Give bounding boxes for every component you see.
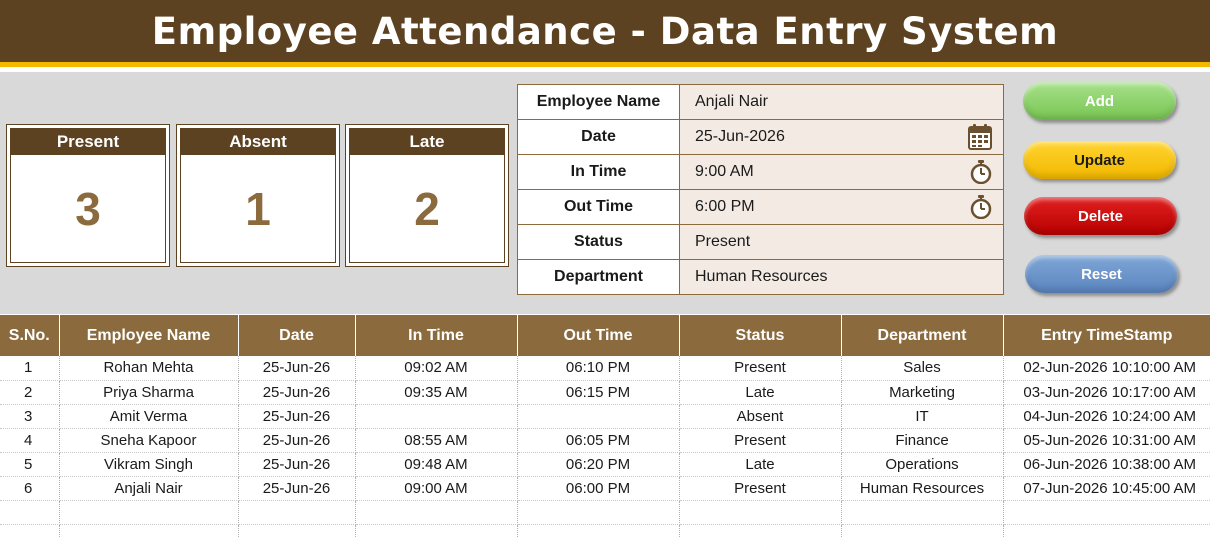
sno-cell[interactable]: 4 bbox=[0, 428, 59, 452]
out-time-cell[interactable]: 06:05 PM bbox=[517, 428, 679, 452]
department-cell[interactable] bbox=[841, 524, 1003, 537]
form-row-in-time bbox=[518, 155, 1004, 190]
out-time-cell[interactable] bbox=[517, 404, 679, 428]
status-cell[interactable]: Late bbox=[679, 380, 841, 404]
status-cell[interactable]: Late bbox=[679, 452, 841, 476]
form-row-employee-name bbox=[518, 85, 1004, 120]
form-row-status bbox=[518, 225, 1004, 260]
col-header-in-time[interactable]: In Time bbox=[355, 315, 517, 356]
timestamp-cell[interactable] bbox=[1003, 524, 1210, 537]
timestamp-cell[interactable]: 03-Jun-2026 10:17:00 AM bbox=[1003, 380, 1210, 404]
sno-cell[interactable]: 3 bbox=[0, 404, 59, 428]
status-cell[interactable] bbox=[679, 500, 841, 524]
col-header-employee-name[interactable]: Employee Name bbox=[59, 315, 238, 356]
department-cell[interactable]: Human Resources bbox=[841, 476, 1003, 500]
table-header-row bbox=[0, 315, 1210, 356]
status-field[interactable] bbox=[680, 225, 1004, 260]
date-cell[interactable]: 25-Jun-26 bbox=[238, 404, 355, 428]
out-time-cell[interactable]: 06:20 PM bbox=[517, 452, 679, 476]
calendar-icon[interactable] bbox=[968, 124, 992, 150]
timestamp-cell[interactable]: 06-Jun-2026 10:38:00 AM bbox=[1003, 452, 1210, 476]
date-field[interactable] bbox=[680, 120, 1004, 155]
date-cell[interactable]: 25-Jun-26 bbox=[238, 428, 355, 452]
in-time-cell[interactable] bbox=[355, 524, 517, 537]
in-time-cell[interactable]: 09:48 AM bbox=[355, 452, 517, 476]
form-row-out-time bbox=[518, 190, 1004, 225]
table-body bbox=[0, 356, 1210, 537]
department-cell[interactable] bbox=[841, 500, 1003, 524]
absent-card-value: 1 bbox=[245, 182, 271, 235]
status-label: Status bbox=[518, 225, 680, 260]
employee-name-cell[interactable]: Rohan Mehta bbox=[59, 356, 238, 380]
employee-name-cell[interactable]: Anjali Nair bbox=[59, 476, 238, 500]
in-time-cell[interactable]: 09:02 AM bbox=[355, 356, 517, 380]
employee-name-cell[interactable]: Priya Sharma bbox=[59, 380, 238, 404]
out-time-value: 6:00 PM bbox=[695, 198, 755, 215]
present-card-label: Present bbox=[11, 129, 165, 155]
sno-cell[interactable] bbox=[0, 500, 59, 524]
stopwatch-icon[interactable] bbox=[970, 195, 992, 219]
department-label: Department bbox=[518, 260, 680, 295]
col-header-date[interactable]: Date bbox=[238, 315, 355, 356]
absent-summary-card bbox=[176, 124, 340, 267]
sno-cell[interactable] bbox=[0, 524, 59, 537]
late-summary-card bbox=[345, 124, 509, 267]
timestamp-cell[interactable]: 07-Jun-2026 10:45:00 AM bbox=[1003, 476, 1210, 500]
timestamp-cell[interactable]: 04-Jun-2026 10:24:00 AM bbox=[1003, 404, 1210, 428]
status-cell[interactable]: Present bbox=[679, 428, 841, 452]
col-header-status[interactable]: Status bbox=[679, 315, 841, 356]
department-field[interactable] bbox=[680, 260, 1004, 295]
date-cell[interactable]: 25-Jun-26 bbox=[238, 476, 355, 500]
in-time-cell[interactable]: 09:35 AM bbox=[355, 380, 517, 404]
timestamp-cell[interactable]: 05-Jun-2026 10:31:00 AM bbox=[1003, 428, 1210, 452]
table-row[interactable] bbox=[0, 428, 1210, 452]
in-time-field[interactable] bbox=[680, 155, 1004, 190]
in-time-cell[interactable]: 08:55 AM bbox=[355, 428, 517, 452]
attendance-table bbox=[0, 315, 1210, 537]
col-header-out-time[interactable]: Out Time bbox=[517, 315, 679, 356]
status-value: Present bbox=[695, 233, 751, 250]
out-time-cell[interactable]: 06:00 PM bbox=[517, 476, 679, 500]
title-bar bbox=[0, 0, 1210, 67]
employee-name-cell[interactable]: Amit Verma bbox=[59, 404, 238, 428]
late-card-value: 2 bbox=[414, 182, 440, 235]
col-header-entry-timestamp[interactable]: Entry TimeStamp bbox=[1003, 315, 1210, 356]
sno-cell[interactable]: 2 bbox=[0, 380, 59, 404]
present-card-value: 3 bbox=[75, 182, 101, 235]
table-row[interactable] bbox=[0, 404, 1210, 428]
form-row-date bbox=[518, 120, 1004, 155]
status-cell[interactable]: Present bbox=[679, 356, 841, 380]
table-row[interactable] bbox=[0, 476, 1210, 500]
sno-cell[interactable]: 5 bbox=[0, 452, 59, 476]
in-time-value: 9:00 AM bbox=[695, 163, 754, 180]
in-time-cell[interactable]: 09:00 AM bbox=[355, 476, 517, 500]
date-cell[interactable] bbox=[238, 524, 355, 537]
out-time-cell[interactable] bbox=[517, 524, 679, 537]
absent-card-label: Absent bbox=[181, 129, 335, 155]
date-cell[interactable]: 25-Jun-26 bbox=[238, 452, 355, 476]
in-time-cell[interactable] bbox=[355, 404, 517, 428]
delete-button[interactable]: Delete bbox=[1024, 197, 1177, 235]
employee-name-field[interactable] bbox=[680, 85, 1004, 120]
late-card-label: Late bbox=[350, 129, 504, 155]
status-cell[interactable]: Absent bbox=[679, 404, 841, 428]
out-time-label: Out Time bbox=[518, 190, 680, 225]
timestamp-cell[interactable] bbox=[1003, 500, 1210, 524]
col-header-department[interactable]: Department bbox=[841, 315, 1003, 356]
department-cell[interactable]: Sales bbox=[841, 356, 1003, 380]
employee-name-value: Anjali Nair bbox=[695, 93, 768, 110]
out-time-cell[interactable]: 06:10 PM bbox=[517, 356, 679, 380]
present-summary-card bbox=[6, 124, 170, 267]
reset-button[interactable]: Reset bbox=[1025, 255, 1178, 293]
employee-name-cell[interactable] bbox=[59, 524, 238, 537]
table-row[interactable] bbox=[0, 452, 1210, 476]
date-cell[interactable] bbox=[238, 500, 355, 524]
in-time-cell[interactable] bbox=[355, 500, 517, 524]
date-label: Date bbox=[518, 120, 680, 155]
out-time-field[interactable] bbox=[680, 190, 1004, 225]
department-value: Human Resources bbox=[695, 268, 828, 285]
col-header-sno[interactable]: S.No. bbox=[0, 315, 59, 356]
status-cell[interactable] bbox=[679, 524, 841, 537]
sno-cell[interactable]: 6 bbox=[0, 476, 59, 500]
employee-name-cell[interactable] bbox=[59, 500, 238, 524]
table-row[interactable] bbox=[0, 380, 1210, 404]
department-cell[interactable]: Marketing bbox=[841, 380, 1003, 404]
department-cell[interactable]: IT bbox=[841, 404, 1003, 428]
status-cell[interactable]: Present bbox=[679, 476, 841, 500]
date-value: 25-Jun-2026 bbox=[695, 128, 785, 145]
employee-name-cell[interactable]: Sneha Kapoor bbox=[59, 428, 238, 452]
date-cell[interactable]: 25-Jun-26 bbox=[238, 356, 355, 380]
table-row[interactable] bbox=[0, 524, 1210, 537]
entry-form bbox=[517, 84, 1004, 295]
form-row-department bbox=[518, 260, 1004, 295]
employee-name-cell[interactable]: Vikram Singh bbox=[59, 452, 238, 476]
add-button[interactable]: Add bbox=[1023, 82, 1176, 120]
sno-cell[interactable]: 1 bbox=[0, 356, 59, 380]
timestamp-cell[interactable]: 02-Jun-2026 10:10:00 AM bbox=[1003, 356, 1210, 380]
out-time-cell[interactable]: 06:15 PM bbox=[517, 380, 679, 404]
page-title: Employee Attendance - Data Entry System bbox=[151, 9, 1059, 53]
update-button[interactable]: Update bbox=[1023, 141, 1176, 179]
out-time-cell[interactable] bbox=[517, 500, 679, 524]
employee-name-label: Employee Name bbox=[518, 85, 680, 120]
stopwatch-icon[interactable] bbox=[970, 160, 992, 184]
department-cell[interactable]: Finance bbox=[841, 428, 1003, 452]
in-time-label: In Time bbox=[518, 155, 680, 190]
table-row[interactable] bbox=[0, 500, 1210, 524]
table-row[interactable] bbox=[0, 356, 1210, 380]
date-cell[interactable]: 25-Jun-26 bbox=[238, 380, 355, 404]
department-cell[interactable]: Operations bbox=[841, 452, 1003, 476]
